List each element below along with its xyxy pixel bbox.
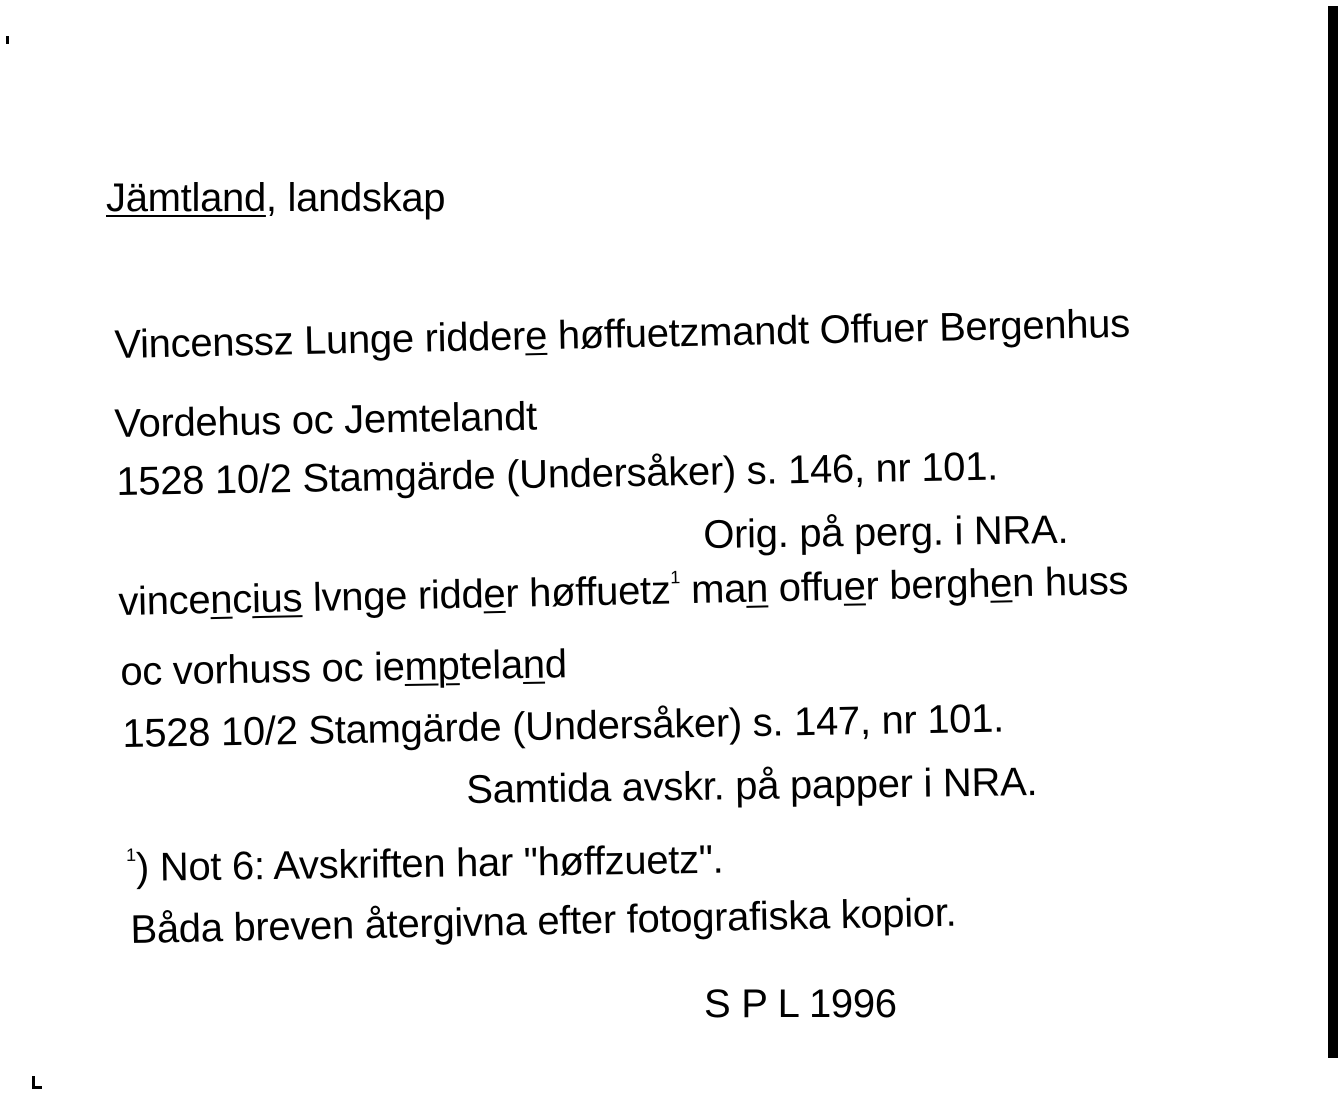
heading-rest: , landskap bbox=[265, 176, 446, 220]
card-edge-border bbox=[1328, 6, 1338, 1058]
footnote-ref: 1 bbox=[670, 567, 681, 588]
letter2-line1-text-e: ma bbox=[679, 566, 747, 613]
letter2-line1-abbrev-2: ius bbox=[251, 576, 303, 622]
letter2-line1-text-b: c bbox=[231, 577, 253, 622]
corner-mark-foot bbox=[32, 1086, 42, 1089]
letter1-line1-text-b: høffuetzmandt Offuer Bergenhus bbox=[546, 301, 1131, 358]
letter2-line1-abbrev-4: n bbox=[745, 566, 769, 611]
letter2-line1-abbrev-3: e bbox=[482, 571, 506, 617]
footnote bbox=[125, 837, 724, 890]
letter2-line2-text-a: oc vorhuss oc ie bbox=[119, 645, 405, 694]
footnote-text: ) Not 6: Avskriften har "høffzuetz". bbox=[135, 837, 724, 890]
letter2-line2-text-b: tela bbox=[459, 642, 524, 689]
letter1-source: Orig. på perg. i NRA. bbox=[702, 507, 1069, 557]
letter2-line1-abbrev-5: e bbox=[843, 564, 866, 609]
letter2-line1-abbrev-6: e bbox=[989, 561, 1013, 606]
letter1-line1-abbrev: e bbox=[524, 313, 548, 359]
letter2-line1-text-f: offu bbox=[767, 564, 845, 611]
heading-place: Jämtland bbox=[106, 176, 266, 220]
card-heading bbox=[106, 178, 445, 218]
signature: S P L 1996 bbox=[704, 982, 897, 1026]
letter2-line2-abbrev-2: n bbox=[522, 642, 546, 687]
letter1-date-ref: 1528 10/2 Stamgärde (Undersåker) s. 146, nr 101. bbox=[115, 444, 999, 504]
letter2-line1-text-d: r høffuetz bbox=[504, 568, 671, 616]
letter1-line2: Vordehus oc Jemtelandt bbox=[113, 394, 538, 446]
letter2-date-ref: 1528 10/2 Stamgärde (Undersåker) s. 147, nr 101. bbox=[121, 696, 1005, 756]
letter2-line2-text-c: d bbox=[544, 642, 568, 687]
letter2-line2-abbrev-1: mp bbox=[404, 644, 460, 690]
letter2-line1-abbrev-1: n bbox=[209, 577, 233, 623]
letter2-line1-text-c: lvnge ridd bbox=[301, 572, 484, 621]
letter2-line1-text-h: n huss bbox=[1011, 558, 1129, 606]
letter2-source: Samtida avskr. på papper i NRA. bbox=[465, 760, 1038, 812]
card-remark: Båda breven återgivna efter fotografiska kopior. bbox=[129, 890, 957, 952]
letter2-line2 bbox=[120, 644, 567, 692]
letter1-line1-text-a: Vincenssz Lunge ridder bbox=[113, 314, 526, 367]
footnote-marker: 1 bbox=[125, 844, 136, 865]
letter2-line1 bbox=[117, 558, 1129, 624]
letter2-line1-text-g: r bergh bbox=[865, 561, 991, 609]
scan-speck bbox=[6, 36, 9, 44]
letter1-line1 bbox=[113, 301, 1131, 367]
letter2-line1-text-a: vince bbox=[117, 578, 211, 624]
